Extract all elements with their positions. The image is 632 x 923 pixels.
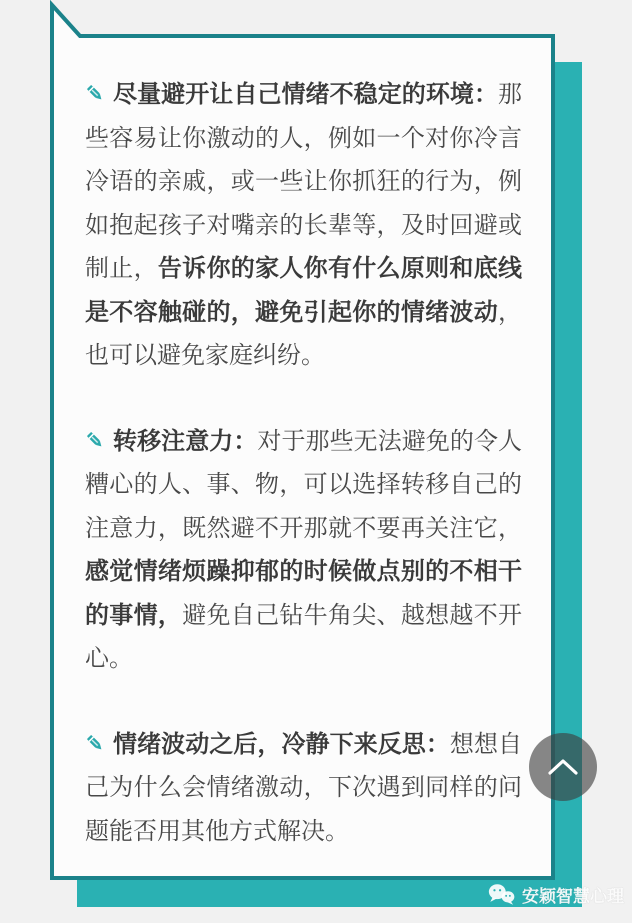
back-to-top-button[interactable]	[529, 733, 597, 801]
pencil-icon	[85, 430, 106, 451]
paragraph	[85, 723, 522, 854]
paragraph-text-segment: 告诉你的家人你有什么原则和底线是不容触碰的，避免引起你的情绪波动	[85, 255, 523, 326]
pencil-icon	[85, 733, 106, 754]
paragraph-text-segment: 避免自己钻牛角尖、越想越不开心。	[85, 601, 523, 672]
watermark	[487, 880, 624, 908]
paragraph	[85, 420, 522, 681]
paragraph-text-segment: 转移注意力：	[113, 427, 258, 455]
pencil-icon	[85, 83, 106, 104]
paragraph-text-segment: 对于那些无法避免的令人糟心的人、事、物，可以选择转移自己的注意力，既然避不开那就不要再关注它，	[85, 427, 523, 542]
paragraph	[85, 73, 522, 378]
content	[85, 73, 522, 853]
paragraph-text-segment: 感觉情绪烦躁抑郁的时候做点别的不相干的事情，	[85, 558, 522, 629]
wechat-icon	[487, 882, 515, 906]
paragraph-text-segment: 那些容易让你激动的人，例如一个对你冷言冷语的亲戚，或一些让你抓狂的行为，例如抱起孩子对嘴亲的长辈等，及时回避或制止，	[85, 81, 522, 282]
paragraph-text-segment: ，也可以避免家庭纠纷。	[85, 298, 522, 369]
watermark-label: 安颖智慧心理	[522, 886, 624, 906]
paragraph-text-segment: 尽量避开让自己情绪不稳定的环境：	[113, 81, 498, 108]
paragraph-text-segment: 想想自己为什么会情绪激动，下次遇到同样的问题能否用其他方式解决。	[85, 730, 523, 845]
paragraph-text-segment: 情绪波动之后，冷静下来反思：	[113, 730, 450, 758]
chevron-up-icon	[546, 757, 580, 777]
